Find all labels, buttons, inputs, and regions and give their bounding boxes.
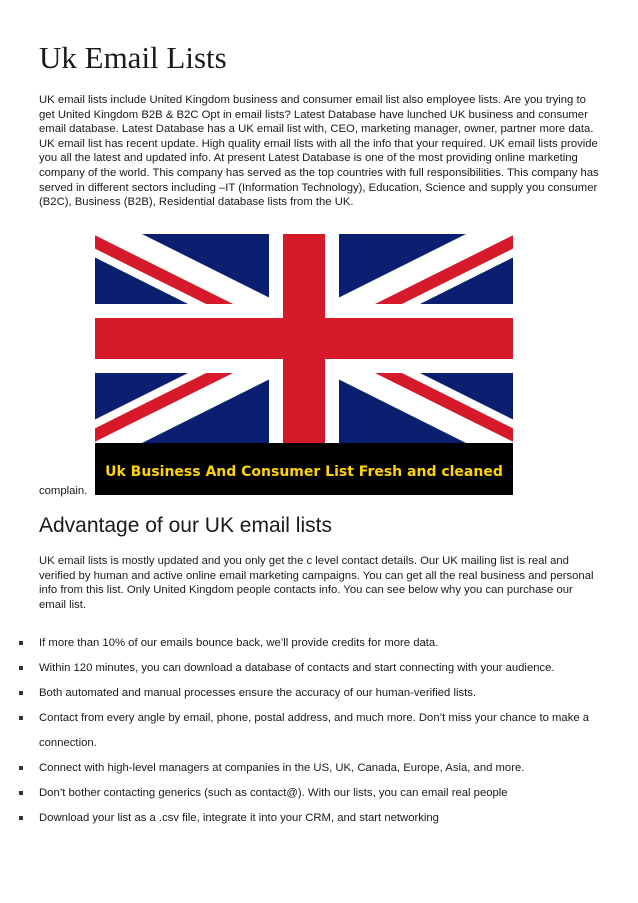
trailing-text: complain. bbox=[39, 485, 88, 497]
flag-caption: Uk Business And Consumer List Fresh and cleaned bbox=[105, 464, 503, 480]
list-item: Contact from every angle by email, phone, postal address, and much more. Don’t miss your chance to make a connection. bbox=[0, 706, 638, 756]
uk-flag-image bbox=[95, 234, 513, 495]
section-heading: Advantage of our UK email lists bbox=[39, 514, 332, 537]
list-item: Both automated and manual processes ensure the accuracy of our human-verified lists. bbox=[0, 681, 638, 706]
list-item: Don’t bother contacting generics (such as contact@). With our lists, you can email real people bbox=[0, 781, 638, 806]
list-item: Within 120 minutes, you can download a database of contacts and start connecting with your audience. bbox=[0, 656, 638, 681]
list-item: Connect with high-level managers at companies in the US, UK, Canada, Europe, Asia, and more. bbox=[0, 756, 638, 781]
list-item: If more than 10% of our emails bounce back, we’ll provide credits for more data. bbox=[0, 631, 638, 656]
advantage-paragraph: UK email lists is mostly updated and you only get the c level contact details. Our UK mailing list is real and verified by human and active online email marketing campaigns. You can get all the real business and personal info from this list. Only United Kingdom people contacts info. You can see below why you can purchase our email list. bbox=[39, 555, 594, 611]
benefits-list bbox=[0, 631, 638, 831]
page-title: Uk Email Lists bbox=[39, 40, 227, 75]
intro-paragraph: UK email lists include United Kingdom business and consumer email list also employee lists. Are you trying to get United Kingdom B2B & B2C Opt in email lists? Latest Database have lunched UK business and consumer email database. Latest Database has a UK email list with, CEO, marketing manager, owner, partner more data. UK email list has recent update. High quality email lists with all the info that your required. UK email lists provide you all the latest and updated info. At present Latest Database is one of the most providing online marketing company of the world. This company has served as the top countries with full responsibilities. This company has served in different sectors including –IT (Information Technology), Education, Science and supply you consumer (B2C), Business (B2B), Residential database lists from the UK. bbox=[39, 94, 599, 209]
list-item: Download your list as a .csv file, integrate it into your CRM, and start networking bbox=[0, 806, 638, 831]
union-jack-flag bbox=[95, 234, 513, 495]
